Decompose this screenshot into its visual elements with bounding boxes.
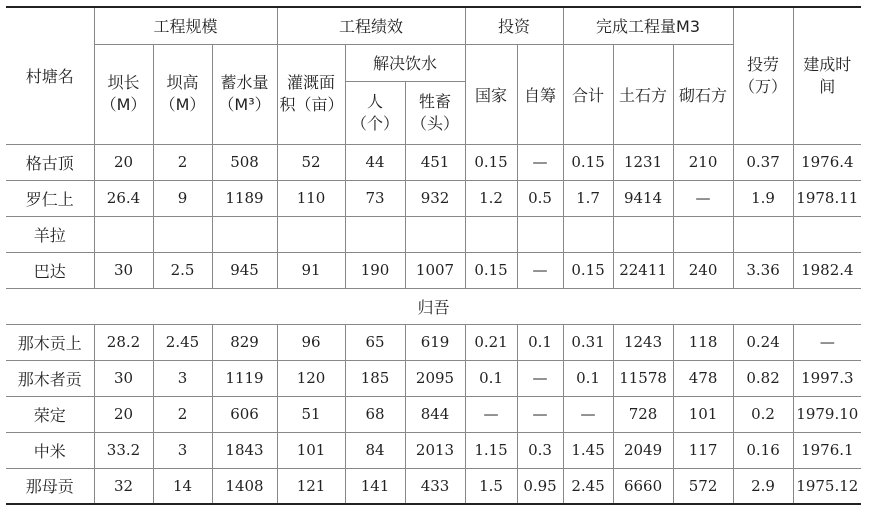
village-name-cell: 羊拉 bbox=[6, 216, 94, 252]
header-dam-height: 坝高（M） bbox=[153, 44, 212, 144]
data-cell: — bbox=[517, 252, 563, 288]
header-investment: 投资 bbox=[465, 7, 563, 44]
header-masonry: 砌石方 bbox=[673, 44, 733, 144]
data-cell: 1982.4 bbox=[793, 252, 861, 288]
reservoir-table bbox=[6, 6, 861, 505]
data-cell: 433 bbox=[405, 468, 465, 504]
data-cell: 30 bbox=[94, 252, 153, 288]
header-performance: 工程绩效 bbox=[277, 7, 465, 44]
data-cell: 3 bbox=[153, 432, 212, 468]
data-cell: 20 bbox=[94, 396, 153, 432]
data-cell: 9 bbox=[153, 180, 212, 216]
data-cell: 1976.1 bbox=[793, 432, 861, 468]
data-cell: 3.36 bbox=[733, 252, 793, 288]
table-body bbox=[6, 144, 861, 504]
header-village: 村塘名 bbox=[6, 7, 94, 144]
data-cell: 728 bbox=[613, 396, 673, 432]
data-cell: 2.9 bbox=[733, 468, 793, 504]
data-cell: 141 bbox=[345, 468, 405, 504]
data-cell: 1243 bbox=[613, 324, 673, 360]
data-cell: 1.15 bbox=[465, 432, 517, 468]
data-cell: 22411 bbox=[613, 252, 673, 288]
data-cell bbox=[517, 216, 563, 252]
header-livestock: 牲畜（头） bbox=[405, 81, 465, 144]
data-cell: 1408 bbox=[212, 468, 277, 504]
table-row bbox=[6, 216, 861, 252]
data-cell: 1.9 bbox=[733, 180, 793, 216]
data-cell: 0.15 bbox=[465, 144, 517, 180]
table-row bbox=[6, 360, 861, 396]
data-cell: 1007 bbox=[405, 252, 465, 288]
table-header bbox=[6, 7, 861, 144]
data-cell: 1975.12 bbox=[793, 468, 861, 504]
data-cell: 829 bbox=[212, 324, 277, 360]
data-cell: 2013 bbox=[405, 432, 465, 468]
data-cell: 0.1 bbox=[563, 360, 613, 396]
data-cell: 96 bbox=[277, 324, 345, 360]
data-cell: 32 bbox=[94, 468, 153, 504]
data-cell: 11578 bbox=[613, 360, 673, 396]
data-cell: 28.2 bbox=[94, 324, 153, 360]
section-row bbox=[6, 288, 861, 324]
data-cell bbox=[153, 216, 212, 252]
data-cell: 2.5 bbox=[153, 252, 212, 288]
data-cell: 0.24 bbox=[733, 324, 793, 360]
village-name-cell: 格古顶 bbox=[6, 144, 94, 180]
data-cell: 572 bbox=[673, 468, 733, 504]
section-label: 归吾 bbox=[6, 288, 861, 324]
village-name-cell: 中米 bbox=[6, 432, 94, 468]
data-cell: 606 bbox=[212, 396, 277, 432]
data-cell: 14 bbox=[153, 468, 212, 504]
village-name-cell: 罗仁上 bbox=[6, 180, 94, 216]
header-irrigation: 灌溉面积（亩） bbox=[277, 44, 345, 144]
table-row bbox=[6, 432, 861, 468]
data-cell: 20 bbox=[94, 144, 153, 180]
data-cell: 0.15 bbox=[563, 144, 613, 180]
data-cell: 6660 bbox=[613, 468, 673, 504]
data-cell bbox=[94, 216, 153, 252]
village-name-cell: 巴达 bbox=[6, 252, 94, 288]
data-cell: 110 bbox=[277, 180, 345, 216]
header-dam-length: 坝长（M） bbox=[94, 44, 153, 144]
data-cell: — bbox=[793, 324, 861, 360]
data-cell bbox=[733, 216, 793, 252]
data-cell: 1.7 bbox=[563, 180, 613, 216]
data-cell: 619 bbox=[405, 324, 465, 360]
data-cell: 2.45 bbox=[563, 468, 613, 504]
data-cell: 101 bbox=[673, 396, 733, 432]
data-cell: 120 bbox=[277, 360, 345, 396]
data-cell: — bbox=[517, 396, 563, 432]
data-cell: 1.2 bbox=[465, 180, 517, 216]
village-name-cell: 荣定 bbox=[6, 396, 94, 432]
data-cell: 3 bbox=[153, 360, 212, 396]
data-cell: 0.1 bbox=[517, 324, 563, 360]
data-cell: 52 bbox=[277, 144, 345, 180]
data-cell bbox=[212, 216, 277, 252]
data-cell bbox=[465, 216, 517, 252]
data-cell: — bbox=[673, 180, 733, 216]
village-name-cell: 那木贡上 bbox=[6, 324, 94, 360]
data-cell: 117 bbox=[673, 432, 733, 468]
data-cell: 33.2 bbox=[94, 432, 153, 468]
data-cell: — bbox=[465, 396, 517, 432]
data-cell: 2 bbox=[153, 144, 212, 180]
header-storage: 蓄水量（M³） bbox=[212, 44, 277, 144]
data-cell: 451 bbox=[405, 144, 465, 180]
data-cell bbox=[793, 216, 861, 252]
data-cell: 932 bbox=[405, 180, 465, 216]
data-cell: 0.95 bbox=[517, 468, 563, 504]
table-row bbox=[6, 252, 861, 288]
data-cell: 844 bbox=[405, 396, 465, 432]
data-cell: 65 bbox=[345, 324, 405, 360]
data-cell: 101 bbox=[277, 432, 345, 468]
data-cell: — bbox=[517, 360, 563, 396]
header-self-raised: 自筹 bbox=[517, 44, 563, 144]
data-cell: 0.1 bbox=[465, 360, 517, 396]
header-people: 人（个） bbox=[345, 81, 405, 144]
data-cell: 9414 bbox=[613, 180, 673, 216]
data-cell: 1843 bbox=[212, 432, 277, 468]
data-cell: 945 bbox=[212, 252, 277, 288]
data-cell: 1978.11 bbox=[793, 180, 861, 216]
data-cell: 0.16 bbox=[733, 432, 793, 468]
table-row bbox=[6, 324, 861, 360]
header-water-supply: 解决饮水 bbox=[345, 44, 465, 81]
data-cell: 1231 bbox=[613, 144, 673, 180]
data-cell: 44 bbox=[345, 144, 405, 180]
header-built: 建成时间 bbox=[793, 7, 861, 144]
data-cell: 0.37 bbox=[733, 144, 793, 180]
village-name-cell: 那木者贡 bbox=[6, 360, 94, 396]
table-row bbox=[6, 144, 861, 180]
data-cell bbox=[563, 216, 613, 252]
data-cell: 0.15 bbox=[465, 252, 517, 288]
data-cell: 51 bbox=[277, 396, 345, 432]
header-volume: 完成工程量M3 bbox=[563, 7, 733, 44]
data-cell: 121 bbox=[277, 468, 345, 504]
data-cell: 0.3 bbox=[517, 432, 563, 468]
data-cell bbox=[277, 216, 345, 252]
data-cell bbox=[405, 216, 465, 252]
table-row bbox=[6, 468, 861, 504]
data-cell: — bbox=[563, 396, 613, 432]
data-cell: 1.5 bbox=[465, 468, 517, 504]
header-scale: 工程规模 bbox=[94, 7, 277, 44]
data-cell: — bbox=[517, 144, 563, 180]
data-cell: 1976.4 bbox=[793, 144, 861, 180]
data-cell: 84 bbox=[345, 432, 405, 468]
data-cell: 0.5 bbox=[517, 180, 563, 216]
data-cell: 1.45 bbox=[563, 432, 613, 468]
data-cell: 508 bbox=[212, 144, 277, 180]
table-row bbox=[6, 180, 861, 216]
header-total: 合计 bbox=[563, 44, 613, 144]
data-cell bbox=[345, 216, 405, 252]
data-cell: 190 bbox=[345, 252, 405, 288]
data-cell: 478 bbox=[673, 360, 733, 396]
data-cell: 2.45 bbox=[153, 324, 212, 360]
data-cell: 1997.3 bbox=[793, 360, 861, 396]
data-cell: 0.15 bbox=[563, 252, 613, 288]
data-cell: 1979.10 bbox=[793, 396, 861, 432]
data-cell: 0.2 bbox=[733, 396, 793, 432]
data-cell: 68 bbox=[345, 396, 405, 432]
data-cell: 2095 bbox=[405, 360, 465, 396]
data-cell: 118 bbox=[673, 324, 733, 360]
data-cell: 0.21 bbox=[465, 324, 517, 360]
data-cell: 26.4 bbox=[94, 180, 153, 216]
data-cell bbox=[613, 216, 673, 252]
village-name-cell: 那母贡 bbox=[6, 468, 94, 504]
data-cell: 0.82 bbox=[733, 360, 793, 396]
data-cell: 1119 bbox=[212, 360, 277, 396]
data-cell: 210 bbox=[673, 144, 733, 180]
table-row bbox=[6, 396, 861, 432]
data-cell: 73 bbox=[345, 180, 405, 216]
data-cell: 2049 bbox=[613, 432, 673, 468]
data-cell: 0.31 bbox=[563, 324, 613, 360]
header-state: 国家 bbox=[465, 44, 517, 144]
header-labor: 投劳（万） bbox=[733, 7, 793, 144]
data-cell bbox=[673, 216, 733, 252]
header-earth-stone: 土石方 bbox=[613, 44, 673, 144]
data-cell: 91 bbox=[277, 252, 345, 288]
data-cell: 1189 bbox=[212, 180, 277, 216]
data-cell: 2 bbox=[153, 396, 212, 432]
data-cell: 240 bbox=[673, 252, 733, 288]
data-cell: 30 bbox=[94, 360, 153, 396]
data-cell: 185 bbox=[345, 360, 405, 396]
